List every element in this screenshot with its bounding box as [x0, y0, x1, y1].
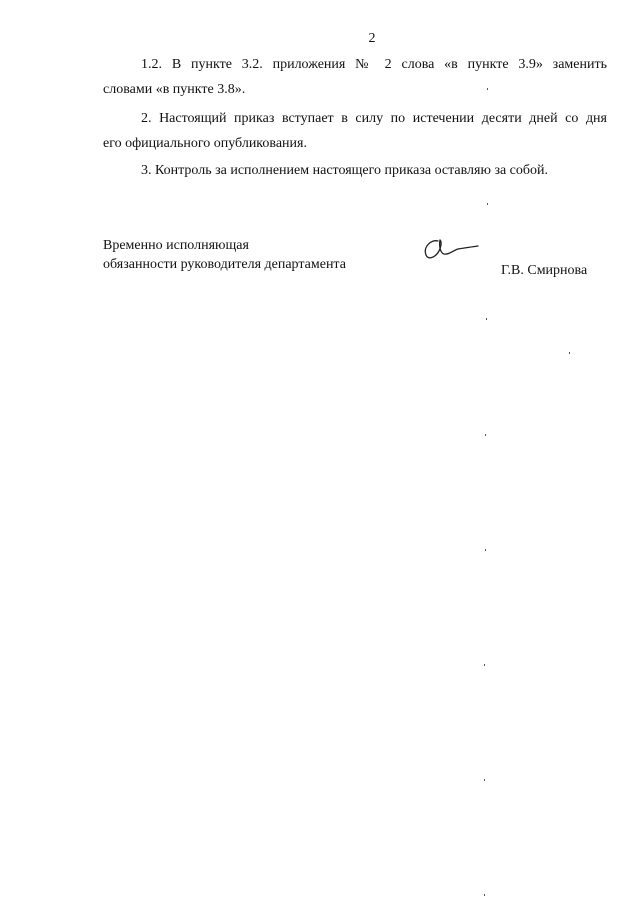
paragraph-1-2: [103, 52, 607, 102]
paragraph-2-line-1: 2. Настоящий приказ вступает в силу по истечении десяти дней со дня: [141, 111, 607, 126]
signatory-name: Г.В. Смирнова: [501, 263, 588, 278]
paragraph-3: 3. Контроль за исполнением настоящего приказа оставляю за собой.: [141, 163, 549, 178]
paragraph-2-line-2: его официального опубликования.: [103, 136, 307, 151]
scan-speck: [484, 779, 485, 781]
scan-speck: [486, 318, 487, 320]
scan-speck: [484, 664, 485, 666]
scan-speck: [485, 434, 486, 436]
signatory-title: [103, 236, 346, 274]
scan-speck: [569, 352, 570, 354]
scan-speck: [484, 894, 485, 896]
paragraph-2: [103, 106, 607, 156]
paragraph-1-2-line-2: словами «в пункте 3.8».: [103, 82, 246, 97]
handwritten-signature: [418, 231, 480, 265]
scan-speck: [487, 203, 488, 205]
page-number: 2: [368, 31, 376, 46]
scan-speck: [485, 549, 486, 551]
scan-speck: [487, 88, 488, 90]
signatory-title-line-2: обязанности руководителя департамента: [103, 257, 346, 272]
signatory-title-line-1: Временно исполняющая: [103, 238, 249, 253]
paragraph-1-2-line-1: 1.2. В пункте 3.2. приложения № 2 слова «в пункте 3.9» заменить: [141, 57, 607, 72]
